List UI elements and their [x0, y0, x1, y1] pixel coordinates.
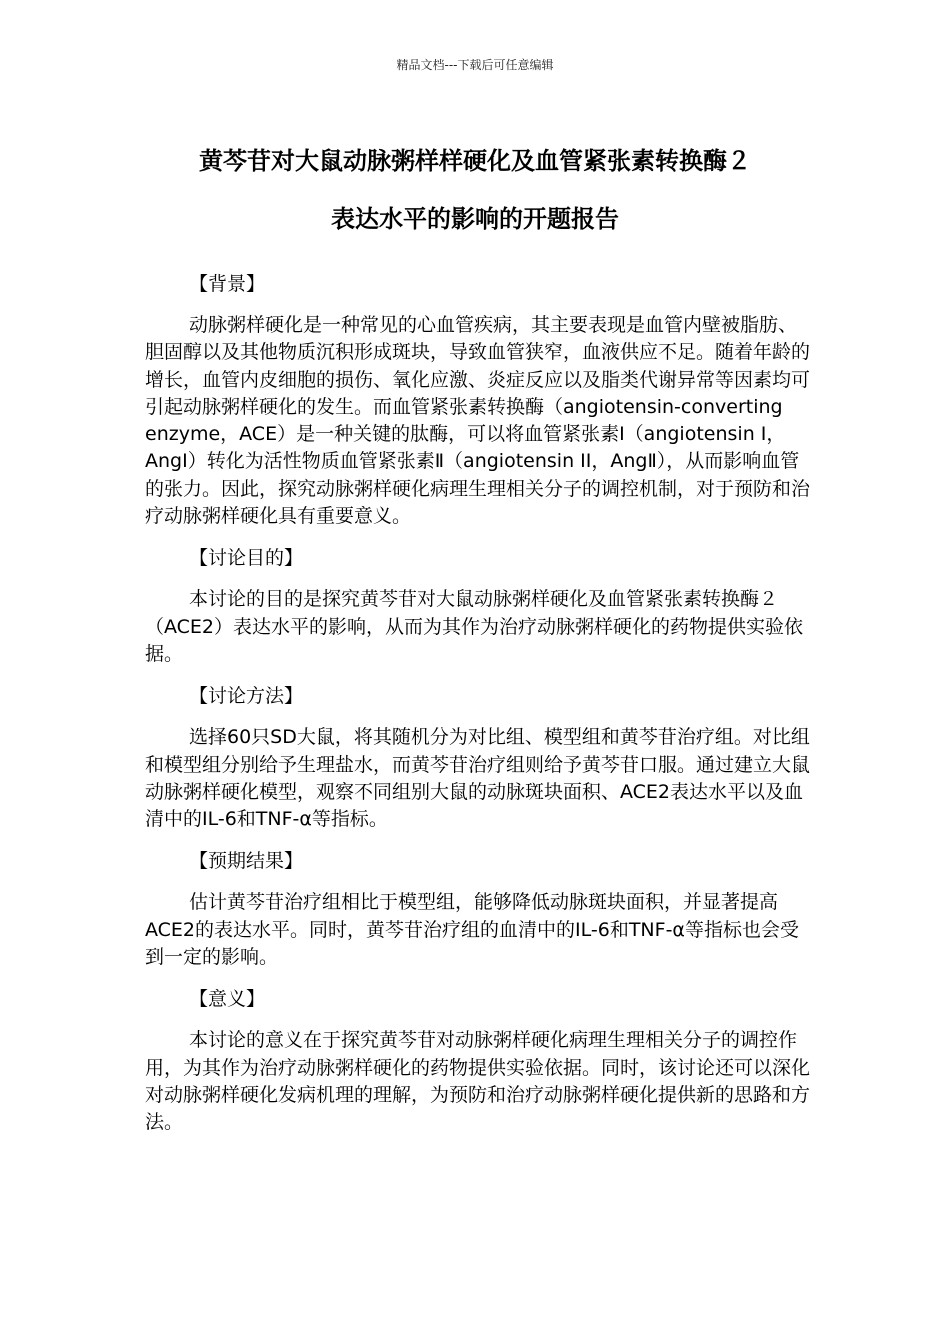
section-heading: 【意义】 [189, 988, 266, 1011]
section-significance [145, 985, 813, 1136]
title-line-2: 表达水平的影响的开题报告 [331, 205, 619, 233]
section-heading: 【背景】 [189, 273, 266, 295]
page-header: 精品文档---下载后可任意编辑 [396, 58, 554, 72]
section-heading: 【讨论方法】 [189, 685, 304, 708]
section-methods [145, 682, 813, 847]
section-paragraph: 本讨论的意义在于探究黄芩苷对动脉粥样硬化病理生理相关分子的调控作用，为其作为治疗动脉粥样硬化的药物提供实验依据。同时，该讨论还可以深化对动脉粥样硬化发病机理的理解，为预防和治疗动脉粥样硬化提供新的思路和方法。 [145, 1029, 811, 1134]
document-body [145, 270, 813, 1137]
section-heading: 【讨论目的】 [189, 547, 304, 570]
section-purpose [145, 544, 813, 682]
section-paragraph: 估计黄芩苷治疗组相比于模型组，能够降低动脉斑块面积，并显著提高ACE2的表达水平。同时，黄芩苷治疗组的血清中的IL-6和TNF-α等指标也会受到一定的影响。 [145, 891, 799, 969]
section-paragraph: 动脉粥样硬化是一种常见的心血管疾病，其主要表现是血管内壁被脂肪、胆固醇以及其他物质沉积形成斑块，导致血管狭窄，血液供应不足。随着年龄的增长，血管内皮细胞的损伤、氧化应激、炎症反应以及脂类代谢异常等因素均可引起动脉粥样硬化的发生。而血管紧张素转换酶（angiotensin-converting enzyme，ACE）是一种关键的肽酶，可以将血管紧张素Ⅰ（angiotensin I，AngI）转化为活性物质血管紧张素Ⅱ（angiotensin II，AngⅡ），从而影响血管的张力。因此，探究动脉粥样硬化病理生理相关分子的调控机制，对于预防和治疗动脉粥样硬化具有重要意义。 [145, 314, 811, 528]
document-title [120, 132, 830, 248]
section-expected-results [145, 847, 813, 985]
section-paragraph: 本讨论的目的是探究黄芩苷对大鼠动脉粥样硬化及血管紧张素转换酶２（ACE2）表达水平的影响，从而为其作为治疗动脉粥样硬化的药物提供实验依据。 [145, 588, 804, 665]
section-background [145, 270, 813, 544]
section-paragraph: 选择60只SD大鼠，将其随机分为对比组、模型组和黄芩苷治疗组。对比组和模型组分别给予生理盐水，而黄芩苷治疗组则给予黄芩苷口服。通过建立大鼠动脉粥样硬化模型，观察不同组别大鼠的动脉斑块面积、ACE2表达水平以及血清中的IL-6和TNF-α等指标。 [145, 726, 811, 831]
title-line-1: 黄芩苷对大鼠动脉粥样样硬化及血管紧张素转换酶２ [199, 147, 751, 175]
section-heading: 【预期结果】 [189, 850, 304, 873]
